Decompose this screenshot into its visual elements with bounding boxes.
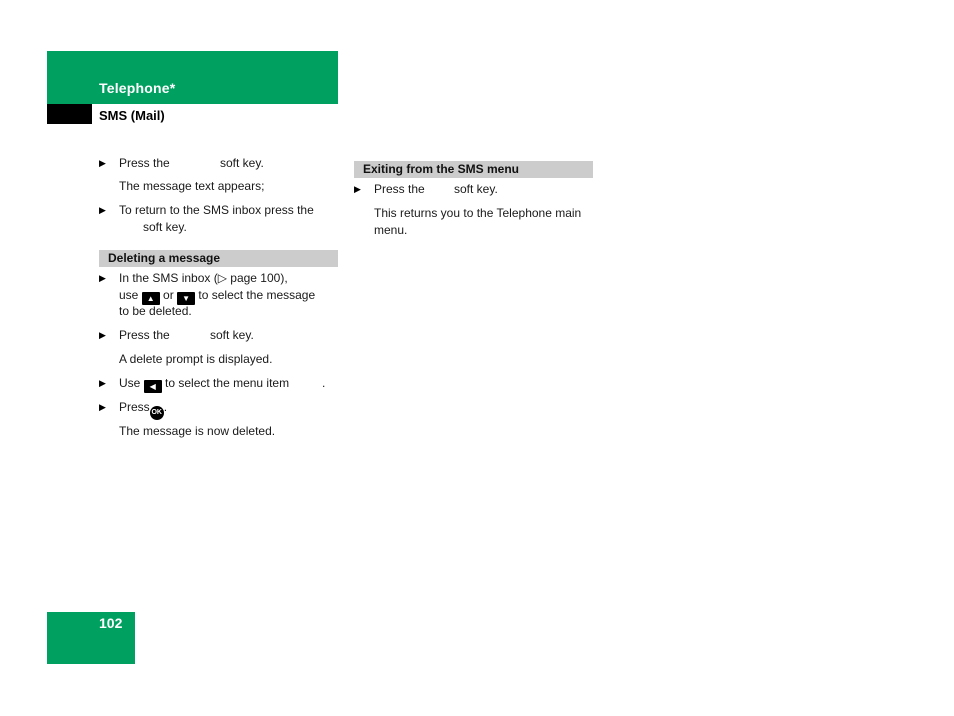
step-text: Press the: [119, 156, 170, 170]
bullet-icon: ▶: [99, 402, 106, 412]
header-band: [47, 51, 338, 104]
step-text: .: [322, 376, 326, 390]
step-text: soft key.: [210, 328, 254, 342]
step-result: The message text appears;: [119, 179, 265, 193]
step-result: This returns you to the Telephone main: [374, 206, 582, 220]
section-heading-exiting: Exiting from the SMS menu: [354, 161, 593, 178]
step-text: Use: [119, 376, 141, 390]
step-result: The message is now deleted.: [119, 424, 276, 438]
step-text: to select the menu item: [165, 376, 290, 390]
step-text: soft key.: [143, 220, 187, 234]
step-result: A delete prompt is displayed.: [119, 352, 273, 366]
step-text: In the SMS inbox (▷ page 100),: [119, 271, 288, 285]
step-text: Press the: [374, 182, 425, 196]
step-text: to select the message: [198, 288, 316, 302]
up-arrow-key-icon: ▲: [142, 292, 160, 305]
bullet-icon: ▶: [354, 184, 361, 194]
step-text: to be deleted.: [119, 304, 192, 318]
step-text: To return to the SMS inbox press the: [119, 203, 314, 217]
step-text-line: [119, 375, 289, 393]
step-text: Press: [119, 400, 150, 414]
page-number: 102: [99, 615, 123, 631]
ok-button-icon: OK: [150, 406, 164, 420]
bullet-icon: ▶: [99, 378, 106, 388]
step-text: Press the: [119, 328, 170, 342]
chapter-title: Telephone*: [99, 80, 176, 96]
section-heading-deleting: Deleting a message: [99, 250, 338, 267]
section-subtitle: SMS (Mail): [99, 108, 165, 123]
bullet-icon: ▶: [99, 158, 106, 168]
bullet-icon: ▶: [99, 205, 106, 215]
step-text: use: [119, 288, 139, 302]
step-result: menu.: [374, 223, 408, 237]
step-text: .: [163, 400, 168, 414]
down-arrow-key-icon: ▼: [177, 292, 195, 305]
step-text: soft key.: [454, 182, 498, 196]
step-text-line: [119, 399, 167, 420]
section-tab-marker: [47, 104, 92, 124]
step-text: soft key.: [220, 156, 264, 170]
bullet-icon: ▶: [99, 273, 106, 283]
step-text: or: [163, 288, 174, 302]
bullet-icon: ▶: [99, 330, 106, 340]
left-arrow-key-icon: ◀: [144, 380, 162, 393]
